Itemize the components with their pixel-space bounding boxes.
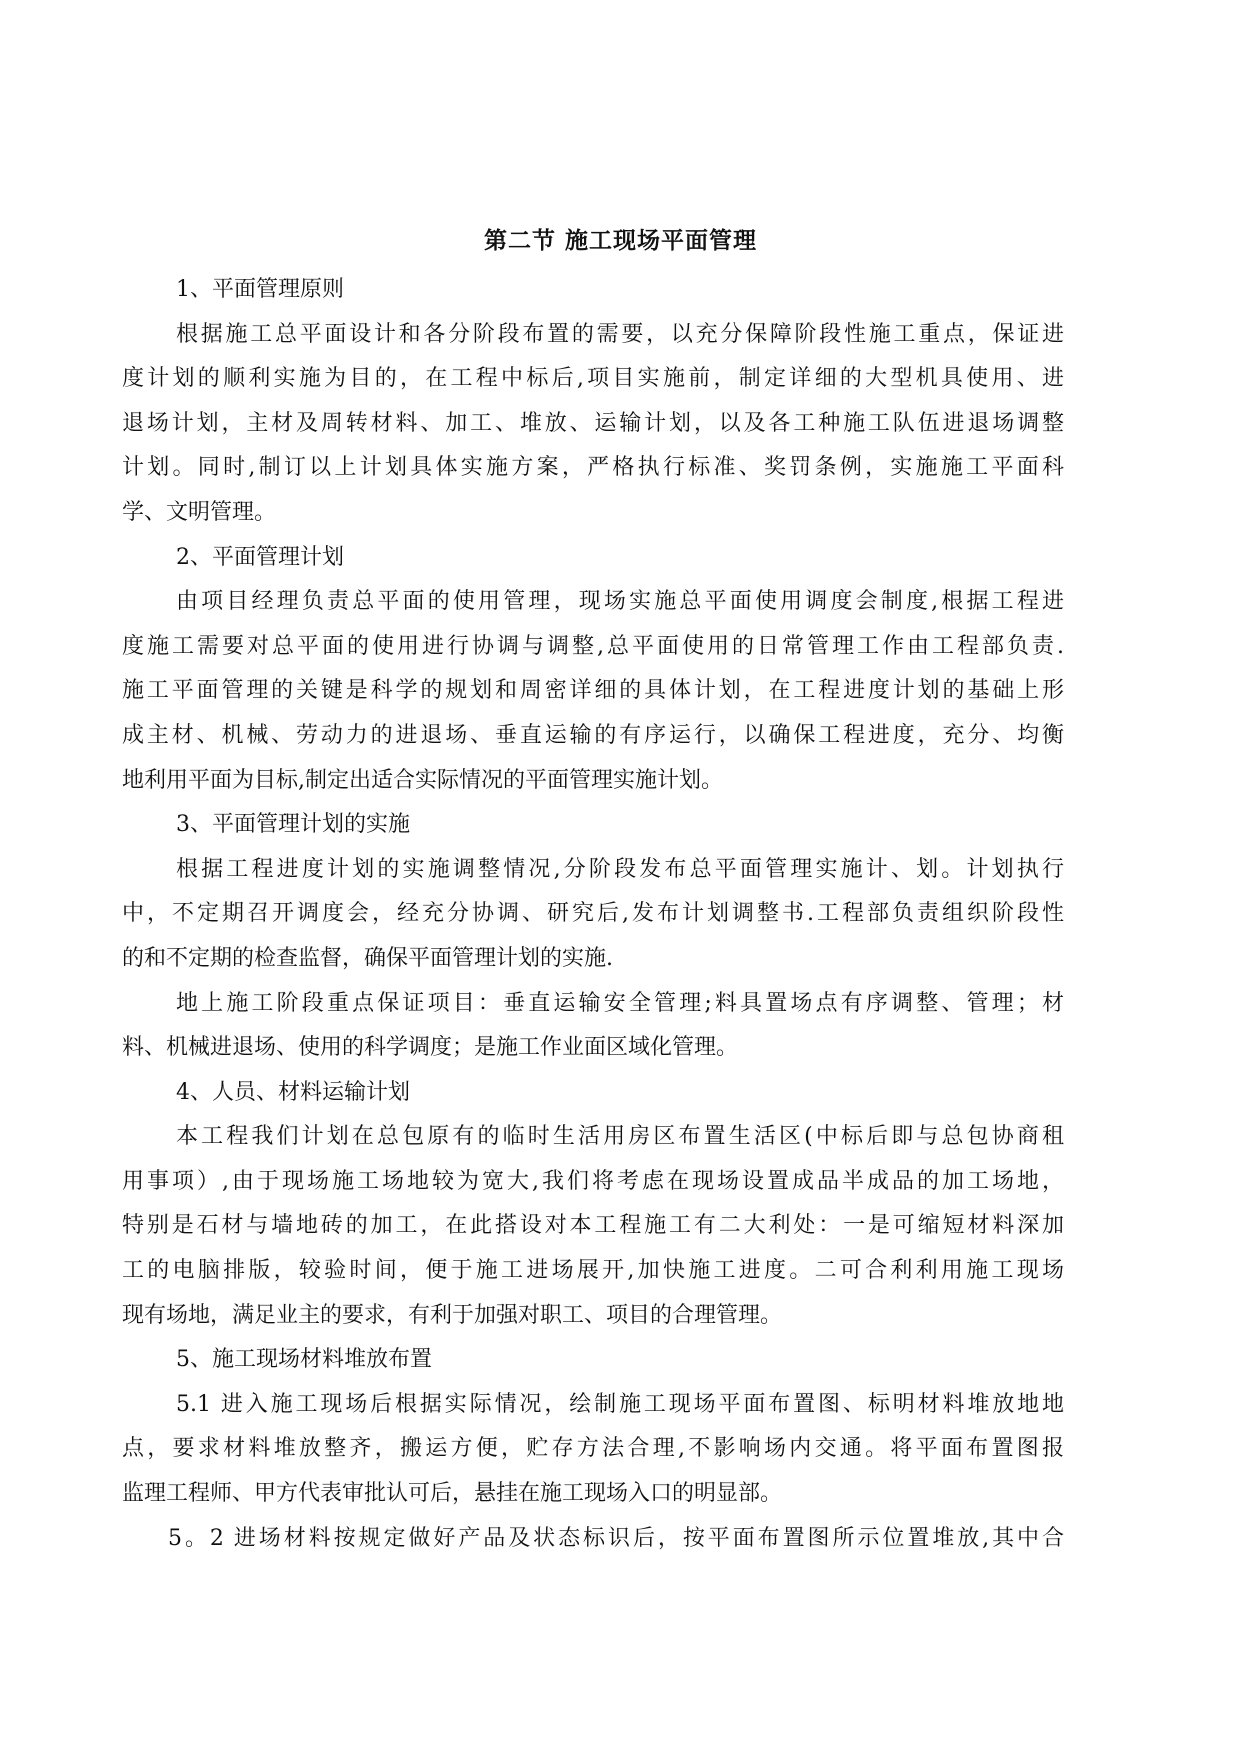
- paragraph-line: 工的电脑排版，较验时间，便于施工进场展开,加快施工进度。二可合利利用施工现场: [122, 1258, 1064, 1284]
- paragraph-line: 本工程我们计划在总包原有的临时生活用房区布置生活区(中标后即与总包协商租: [176, 1124, 1064, 1150]
- paragraph-line: 度施工需要对总平面的使用进行协调与调整,总平面使用的日常管理工作由工程部负责.: [122, 633, 1064, 659]
- paragraph-line: 学、文明管理。: [122, 499, 277, 525]
- section-heading-3: 3、平面管理计划的实施: [176, 812, 410, 838]
- paragraph-line: 5.1 进入施工现场后根据实际情况，绘制施工现场平面布置图、标明材料堆放地地: [176, 1391, 1064, 1417]
- paragraph-line: 监理工程师、甲方代表审批认可后，悬挂在施工现场入口的明显部。: [122, 1481, 783, 1507]
- paragraph-line: 成主材、机械、劳动力的进退场、垂直运输的有序运行，以确保工程进度，充分、均衡: [122, 722, 1064, 748]
- paragraph-line: 根据施工总平面设计和各分阶段布置的需要，以充分保障阶段性施工重点，保证进: [176, 321, 1064, 347]
- section-heading-4: 4、人员、材料运输计划: [176, 1079, 410, 1105]
- paragraph-line: 计划。同时,制订以上计划具体实施方案，严格执行标准、奖罚条例，实施施工平面科: [122, 455, 1064, 481]
- paragraph-line: 点，要求材料堆放整齐，搬运方便，贮存方法合理,不影响场内交通。将平面布置图报: [122, 1436, 1064, 1462]
- paragraph-line: 由项目经理负责总平面的使用管理，现场实施总平面使用调度会制度,根据工程进: [176, 589, 1064, 615]
- paragraph-line: 根据工程进度计划的实施调整情况,分阶段发布总平面管理实施计、划。计划执行: [176, 856, 1064, 882]
- paragraph-line: 施工平面管理的关键是科学的规划和周密详细的具体计划，在工程进度计划的基础上形: [122, 678, 1064, 704]
- paragraph-line: 中，不定期召开调度会，经充分协调、研究后,发布计划调整书.工程部负责组织阶段性: [122, 901, 1064, 927]
- paragraph-line: 地上施工阶段重点保证项目：垂直运输安全管理;料具置场点有序调整、管理；材: [176, 990, 1064, 1016]
- paragraph-line: 的和不定期的检查监督，确保平面管理计划的实施.: [122, 945, 613, 971]
- section-heading-5: 5、施工现场材料堆放布置: [176, 1347, 432, 1373]
- page-title: 第二节 施工现场平面管理: [483, 228, 757, 254]
- paragraph-line: 地利用平面为目标,制定出适合实际情况的平面管理实施计划。: [122, 767, 723, 793]
- paragraph-line: 退场计划，主材及周转材料、加工、堆放、运输计划，以及各工种施工队伍进退场调整: [122, 410, 1064, 436]
- document-body: [122, 268, 1064, 1561]
- section-heading-2: 2、平面管理计划: [176, 544, 344, 570]
- paragraph-line: 5。2 进场材料按规定做好产品及状态标识后，按平面布置图所示位置堆放,其中合: [168, 1525, 1064, 1551]
- paragraph-line: 料、机械进退场、使用的科学调度；是施工作业面区域化管理。: [122, 1035, 739, 1061]
- paragraph-line: 用事项）,由于现场施工场地较为宽大,我们将考虑在现场设置成品半成品的加工场地，: [122, 1168, 1064, 1194]
- paragraph-line: 现有场地，满足业主的要求，有利于加强对职工、项目的合理管理。: [122, 1302, 783, 1328]
- section-heading-1: 1、平面管理原则: [176, 277, 344, 302]
- paragraph-line: 特别是石材与墙地砖的加工，在此搭设对本工程施工有二大利处：一是可缩短材料深加: [122, 1213, 1064, 1239]
- paragraph-line: 度计划的顺利实施为目的，在工程中标后,项目实施前，制定详细的大型机具使用、进: [122, 366, 1064, 392]
